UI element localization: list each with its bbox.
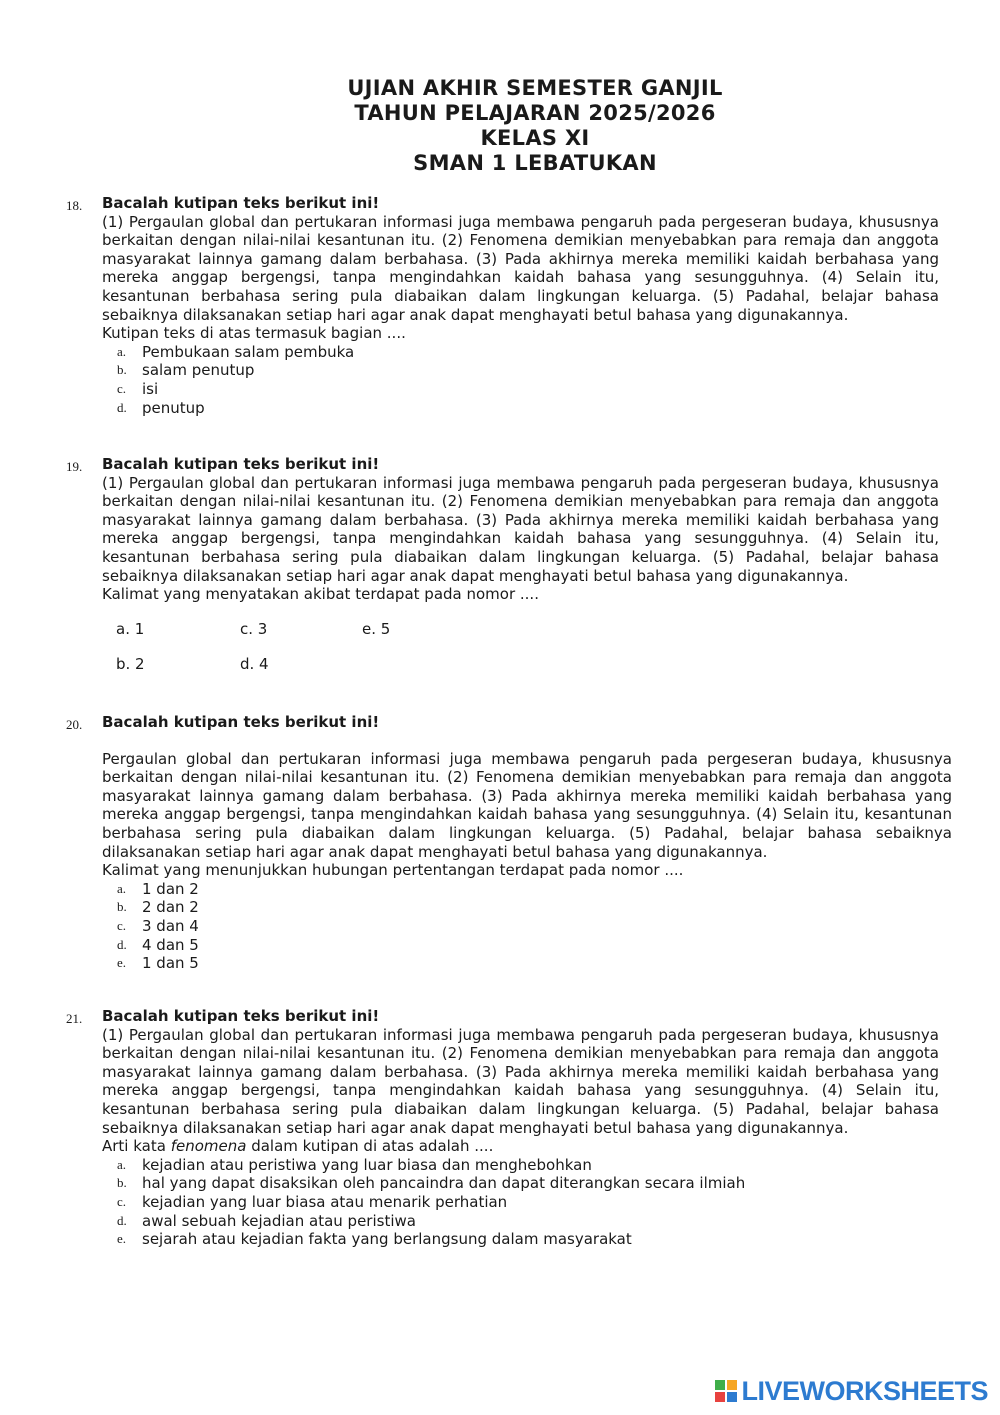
answer-option-e[interactable] xyxy=(102,1230,939,1249)
answer-option-a[interactable] xyxy=(102,1156,939,1175)
option-letter: b. xyxy=(117,362,127,378)
question-instruction: Bacalah kutipan teks berikut ini! xyxy=(102,455,380,473)
answer-option-b[interactable]: b. 2 xyxy=(116,654,145,673)
question-passage: (1) Pergaulan global dan pertukaran informasi juga membawa pengaruh pada pergeseran budaya, khususnya berkaitan dengan nilai-nilai kesantunan itu. (2) Fenomena demikian menyebabkan para remaja dan anggota masyarakat lainnya gamang dalam berbahasa. (3) Pada akhirnya mereka memiliki kaidah berbahasa yang mereka anggap bergengsi, tanpa mengindahkan kaidah bahasa yang sesungguhnya. (4) Selain itu, kesantunan berbahasa sering pula diabaikan dalam lingkungan keluarga. (5) Padahal, belajar bahasa sebaiknya dilaksanakan setiap hari agar anak dapat menghayati betul bahasa yang digunakannya. xyxy=(102,473,939,585)
option-text: 3 dan 4 xyxy=(142,916,199,935)
answer-options xyxy=(102,343,939,417)
exam-header xyxy=(300,76,770,176)
option-letter: d. xyxy=(117,936,127,952)
question-passage: (1) Pergaulan global dan pertukaran informasi juga membawa pengaruh pada pergeseran budaya, khususnya berkaitan dengan nilai-nilai kesantunan itu. (2) Fenomena demikian menyebabkan para remaja dan anggota masyarakat lainnya gamang dalam berbahasa. (3) Pada akhirnya mereka memiliki kaidah berbahasa yang mereka anggap bergengsi, tanpa mengindahkan kaidah bahasa yang sesungguhnya. (4) Selain itu, kesantunan berbahasa sering pula diabaikan dalam lingkungan keluarga. (5) Padahal, belajar bahasa sebaiknya dilaksanakan setiap hari agar anak dapat menghayati betul bahasa yang digunakannya. xyxy=(102,1025,939,1137)
school-year: TAHUN PELAJARAN 2025/2026 xyxy=(354,101,716,125)
option-letter: a. xyxy=(117,343,127,359)
option-text: 1 dan 2 xyxy=(142,879,199,898)
option-text: Pembukaan salam pembuka xyxy=(142,342,355,361)
answer-option-b[interactable] xyxy=(102,898,952,917)
question-number: 20. xyxy=(66,717,83,732)
answer-option-c[interactable] xyxy=(102,917,952,936)
option-text: 2 dan 2 xyxy=(142,898,199,917)
answer-options xyxy=(102,880,952,973)
answer-option-d[interactable] xyxy=(102,1212,939,1231)
option-letter: c. xyxy=(117,917,127,933)
option-text: isi xyxy=(142,379,159,398)
answer-option-d[interactable] xyxy=(102,936,952,955)
answer-options xyxy=(102,1156,939,1249)
prompt-after: dalam kutipan di atas adalah .... xyxy=(246,1137,494,1156)
question-number: 18. xyxy=(66,198,83,213)
question-instruction: Bacalah kutipan teks berikut ini! xyxy=(102,1007,380,1025)
answer-option-c[interactable] xyxy=(102,380,939,399)
option-letter: d. xyxy=(117,399,127,415)
answer-option-d[interactable] xyxy=(102,399,939,418)
option-letter: e. xyxy=(117,1231,127,1247)
answer-option-e[interactable]: e. 5 xyxy=(362,619,391,638)
answer-option-e[interactable] xyxy=(102,954,952,973)
question-passage: Pergaulan global dan pertukaran informasi juga membawa pengaruh pada pergeseran budaya, khususnya berkaitan dengan nilai-nilai kesantunan itu. (2) Fenomena demikian menyebabkan para remaja dan anggota masyarakat lainnya gamang dalam berbahasa. (3) Pada akhirnya mereka memiliki kaidah berbahasa yang mereka anggap bergengsi, tanpa mengindahkan kaidah bahasa yang sesungguhnya. (4) Selain itu, kesantunan berbahasa sering pula diabaikan dalam lingkungan keluarga. (5) Padahal, belajar bahasa sebaiknya dilaksanakan setiap hari agar anak dapat menghayati betul bahasa yang digunakannya. xyxy=(102,749,952,861)
answer-option-b[interactable] xyxy=(102,361,939,380)
question-prompt xyxy=(102,1137,939,1156)
option-text: awal sebuah kejadian atau peristiwa xyxy=(142,1211,416,1230)
exam-title: UJIAN AKHIR SEMESTER GANJIL xyxy=(347,76,723,100)
answer-option-c[interactable] xyxy=(102,1193,939,1212)
liveworksheets-logo-icon xyxy=(715,1380,737,1402)
option-text: sejarah atau kejadian fakta yang berlangsung dalam masyarakat xyxy=(142,1230,632,1249)
prompt-term: fenomena xyxy=(170,1137,247,1156)
option-letter: b. xyxy=(117,899,127,915)
option-letter: a. xyxy=(117,880,127,896)
answer-option-a[interactable]: a. 1 xyxy=(116,619,145,638)
option-text: salam penutup xyxy=(142,361,255,380)
option-letter: d. xyxy=(117,1212,127,1228)
answer-option-a[interactable] xyxy=(102,343,939,362)
option-text: penutup xyxy=(142,398,205,417)
option-text: 1 dan 5 xyxy=(142,954,199,973)
answer-options xyxy=(102,614,939,684)
liveworksheets-wordmark: LIVEWORKSHEETS xyxy=(741,1375,988,1406)
question-number: 19. xyxy=(66,459,83,474)
option-text: hal yang dapat disaksikan oleh pancaindra dan dapat diterangkan secara ilmiah xyxy=(142,1174,746,1193)
question-prompt: Kutipan teks di atas termasuk bagian .... xyxy=(102,324,406,343)
prompt-before: Arti kata xyxy=(102,1137,171,1156)
answer-option-d[interactable]: d. 4 xyxy=(240,654,269,673)
option-letter: e. xyxy=(117,955,127,971)
option-letter: c. xyxy=(117,380,127,396)
option-text: 4 dan 5 xyxy=(142,935,199,954)
question-instruction: Bacalah kutipan teks berikut ini! xyxy=(102,194,380,212)
question-passage: (1) Pergaulan global dan pertukaran informasi juga membawa pengaruh pada pergeseran budaya, khususnya berkaitan dengan nilai-nilai kesantunan itu. (2) Fenomena demikian menyebabkan para remaja dan anggota masyarakat lainnya gamang dalam berbahasa. (3) Pada akhirnya mereka memiliki kaidah berbahasa yang mereka anggap bergengsi, tanpa mengindahkan kaidah bahasa yang sesungguhnya. (4) Selain itu, kesantunan berbahasa sering pula diabaikan dalam lingkungan keluarga. (5) Padahal, belajar bahasa sebaiknya dilaksanakan setiap hari agar anak dapat menghayati betul bahasa yang digunakannya. xyxy=(102,212,939,324)
option-letter: a. xyxy=(117,1156,127,1172)
school-name: SMAN 1 LEBATUKAN xyxy=(413,151,657,175)
answer-option-b[interactable] xyxy=(102,1174,939,1193)
answer-option-a[interactable] xyxy=(102,880,952,899)
question-instruction: Bacalah kutipan teks berikut ini! xyxy=(102,713,380,731)
class-label: KELAS XI xyxy=(480,126,590,150)
option-text: kejadian yang luar biasa atau menarik perhatian xyxy=(142,1192,508,1211)
question-prompt: Kalimat yang menyatakan akibat terdapat pada nomor .... xyxy=(102,585,539,604)
liveworksheets-brand[interactable] xyxy=(715,1375,988,1407)
option-letter: c. xyxy=(117,1193,127,1209)
answer-option-c[interactable]: c. 3 xyxy=(240,619,268,638)
question-number: 21. xyxy=(66,1011,83,1026)
question-prompt: Kalimat yang menunjukkan hubungan pertentangan terdapat pada nomor .... xyxy=(102,861,684,880)
option-text: kejadian atau peristiwa yang luar biasa dan menghebohkan xyxy=(142,1155,592,1174)
option-letter: b. xyxy=(117,1175,127,1191)
